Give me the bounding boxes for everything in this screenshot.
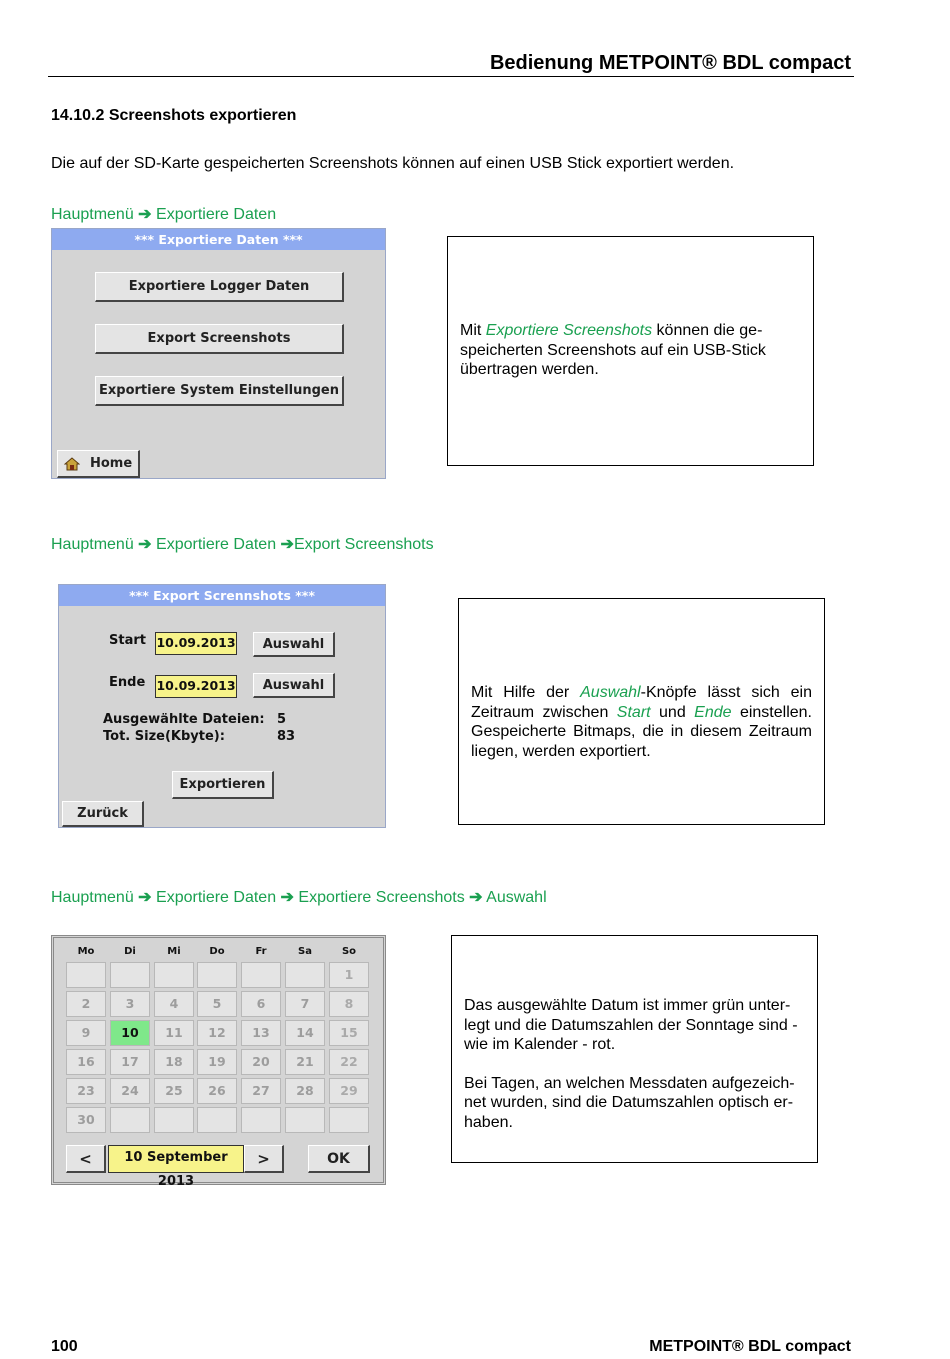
intro-text: Die auf der SD-Karte gespeicherten Screenshots können auf einen USB Stick exportiert werden. xyxy=(51,155,735,172)
crumb-main-menu: Hauptmenü xyxy=(51,206,134,223)
selected-files-value: 5 xyxy=(277,712,287,727)
selected-files-label: Ausgewählte Dateien: xyxy=(103,712,265,727)
export-system-settings-button[interactable]: Exportiere System Einstellungen xyxy=(95,376,344,406)
calendar-day[interactable]: 16 xyxy=(66,1049,106,1075)
desc-highlight: Exportiere Screenshots xyxy=(485,322,653,339)
desc-text: einstellen. Gespeicherte Bitmaps, die in diesem Zeitraum liegen, werden exportiert. xyxy=(471,703,813,760)
desc-text: -Knöpfe lässt sich ein Zeitraum zwischen xyxy=(471,684,813,721)
desc-paragraph-selected-date: Das ausgewählte Datum ist immer grün unter-legt und die Datumszahlen der Sonntage sind - wie im Kalender - rot. xyxy=(464,997,798,1053)
arrow-right-icon: ➔ xyxy=(138,889,152,906)
next-month-button[interactable]: > xyxy=(244,1145,284,1173)
header-divider xyxy=(48,76,854,77)
desc-text: und xyxy=(650,703,695,721)
home-label: Home xyxy=(90,456,133,471)
description-box-export-screenshots xyxy=(458,598,825,825)
prev-month-button[interactable]: < xyxy=(66,1145,106,1173)
calendar-day[interactable]: 30 xyxy=(66,1107,106,1133)
weekday-header: Sa xyxy=(298,946,312,957)
calendar-empty-cell xyxy=(329,1107,369,1133)
calendar-empty-cell xyxy=(197,962,237,988)
export-data-screen xyxy=(51,228,386,479)
export-screenshots-button[interactable]: Export Screenshots xyxy=(95,324,344,354)
calendar-empty-cell xyxy=(110,962,150,988)
calendar-day-selected[interactable]: 10 xyxy=(110,1020,150,1046)
home-button[interactable] xyxy=(57,450,140,478)
calendar-day[interactable]: 15 xyxy=(329,1020,369,1046)
calendar-empty-cell xyxy=(154,962,194,988)
end-date-field[interactable]: 10.09.2013 xyxy=(155,675,237,698)
arrow-right-icon: ➔ xyxy=(138,536,152,553)
crumb-export-data: Exportiere Daten xyxy=(156,206,277,223)
calendar-empty-cell xyxy=(154,1107,194,1133)
calendar-day[interactable]: 19 xyxy=(197,1049,237,1075)
crumb-main-menu: Hauptmenü xyxy=(51,889,134,906)
calendar-day[interactable]: 17 xyxy=(110,1049,150,1075)
end-select-button[interactable]: Auswahl xyxy=(253,673,335,698)
desc-text: Mit xyxy=(460,322,486,339)
calendar-empty-cell xyxy=(110,1107,150,1133)
calendar-day[interactable]: 25 xyxy=(154,1078,194,1104)
end-label: Ende xyxy=(109,675,146,690)
calendar-day[interactable]: 11 xyxy=(154,1020,194,1046)
calendar-day[interactable]: 21 xyxy=(285,1049,325,1075)
description-box-calendar xyxy=(451,935,818,1163)
calendar-day[interactable]: 4 xyxy=(154,991,194,1017)
calendar-day[interactable]: 27 xyxy=(241,1078,281,1104)
back-button[interactable]: Zurück xyxy=(62,801,144,827)
calendar-day[interactable]: 18 xyxy=(154,1049,194,1075)
weekday-header: Do xyxy=(209,946,225,957)
arrow-right-icon: ➔ xyxy=(280,889,294,906)
crumb-main-menu: Hauptmenü xyxy=(51,536,134,553)
calendar-day[interactable]: 14 xyxy=(285,1020,325,1046)
calendar-day[interactable]: 26 xyxy=(197,1078,237,1104)
arrow-right-icon: ➔ xyxy=(138,206,152,223)
weekday-header: Mi xyxy=(167,946,181,957)
page-number: 100 xyxy=(51,1338,78,1355)
desc-highlight-end: Ende xyxy=(694,703,732,721)
description-box-export-data xyxy=(447,236,814,466)
desc-text: können die ge-speicherten Screenshots auf ein USB-Stick übertragen werden. xyxy=(460,322,766,378)
calendar-empty-cell xyxy=(285,1107,325,1133)
total-size-label: Tot. Size(Kbyte): xyxy=(103,729,225,744)
page-header-title: Bedienung METPOINT® BDL compact xyxy=(489,52,851,74)
export-logger-data-button[interactable]: Exportiere Logger Daten xyxy=(95,272,344,302)
calendar-empty-cell xyxy=(197,1107,237,1133)
crumb-export-screenshots: Export Screenshots xyxy=(293,536,434,553)
desc-highlight-start: Start xyxy=(616,703,651,721)
screen-title: *** Export Scrennshots *** xyxy=(59,585,385,606)
calendar-day[interactable]: 2 xyxy=(66,991,106,1017)
calendar-day[interactable]: 3 xyxy=(110,991,150,1017)
breadcrumb-select xyxy=(51,887,547,907)
breadcrumb-export-data xyxy=(51,204,276,224)
calendar-day[interactable]: 23 xyxy=(66,1078,106,1104)
calendar-day[interactable]: 7 xyxy=(285,991,325,1017)
desc-highlight-select: Auswahl xyxy=(580,684,641,701)
screen-title: *** Exportiere Daten *** xyxy=(52,229,385,250)
calendar-day[interactable]: 24 xyxy=(110,1078,150,1104)
desc-text: Mit Hilfe der xyxy=(471,684,581,701)
arrow-right-icon: ➔ xyxy=(469,889,483,906)
home-icon xyxy=(64,457,80,471)
weekday-header: So xyxy=(341,946,357,957)
calendar-day[interactable]: 13 xyxy=(241,1020,281,1046)
weekday-header: Fr xyxy=(255,946,267,957)
calendar-empty-cell xyxy=(241,962,281,988)
start-date-field[interactable]: 10.09.2013 xyxy=(155,632,237,655)
calendar-day[interactable]: 6 xyxy=(241,991,281,1017)
weekday-header: Di xyxy=(124,946,136,957)
footer-title: METPOINT® BDL compact xyxy=(649,1338,851,1355)
calendar-day[interactable]: 1 xyxy=(329,962,369,988)
arrow-right-icon: ➔ xyxy=(280,536,294,553)
calendar-day[interactable]: 9 xyxy=(66,1020,106,1046)
breadcrumb-export-screenshots xyxy=(51,534,434,554)
calendar-day[interactable]: 22 xyxy=(329,1049,369,1075)
start-select-button[interactable]: Auswahl xyxy=(253,632,335,657)
calendar-empty-cell xyxy=(241,1107,281,1133)
calendar-empty-cell xyxy=(285,962,325,988)
calendar-day[interactable]: 20 xyxy=(241,1049,281,1075)
crumb-select: Auswahl xyxy=(486,889,547,906)
current-date-field: 10 September 2013 xyxy=(108,1145,244,1173)
calendar-empty-cell xyxy=(66,962,106,988)
export-button[interactable]: Exportieren xyxy=(172,771,274,799)
calendar-day[interactable]: 8 xyxy=(329,991,369,1017)
crumb-export-data: Exportiere Daten xyxy=(156,536,281,553)
calendar-day[interactable]: 12 xyxy=(197,1020,237,1046)
crumb-export-screenshots: Exportiere Screenshots xyxy=(298,889,465,906)
ok-button[interactable]: OK xyxy=(308,1145,370,1173)
crumb-export-data: Exportiere Daten xyxy=(156,889,277,906)
weekday-header: Mo xyxy=(77,946,95,957)
section-title: 14.10.2 Screenshots exportieren xyxy=(51,107,297,124)
calendar-day[interactable]: 5 xyxy=(197,991,237,1017)
desc-paragraph-raised-dates: Bei Tagen, an welchen Messdaten aufgezeich-net wurden, sind die Datumszahlen optisch er-haben. xyxy=(464,1074,795,1131)
export-screenshots-screen xyxy=(58,584,386,828)
total-size-value: 83 xyxy=(277,729,296,744)
start-label: Start xyxy=(109,633,146,648)
calendar-day[interactable]: 29 xyxy=(329,1078,369,1104)
calendar-screen xyxy=(51,935,386,1189)
calendar-day[interactable]: 28 xyxy=(285,1078,325,1104)
